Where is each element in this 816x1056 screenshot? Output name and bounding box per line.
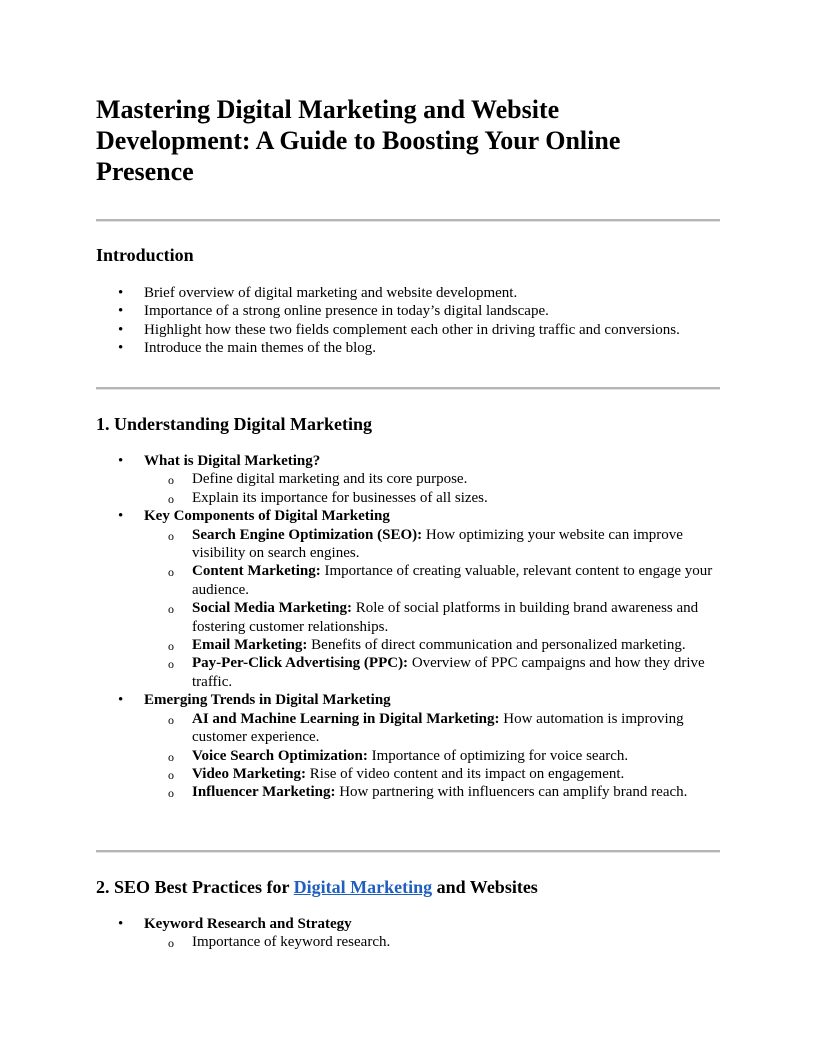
list-item	[96, 339, 720, 357]
sub-list	[144, 933, 720, 951]
divider	[96, 387, 720, 390]
sub-list	[144, 526, 720, 692]
list-item	[96, 302, 720, 320]
sub-list-item: o Email Marketing: Benefits of direct communication and personalized marketing.	[144, 636, 720, 654]
list-item-label: What is Digital Marketing?	[144, 453, 321, 469]
sub-list-item: o Pay-Per-Click Advertising (PPC): Overview of PPC campaigns and how they drive traffic.	[144, 654, 720, 691]
list-item-text: Importance of a strong online presence in today’s digital landscape.	[144, 303, 549, 320]
document-title: Mastering Digital Marketing and Website Development: A Guide to Boosting Your Online Presence	[96, 95, 621, 186]
list-item-label: Keyword Research and Strategy	[144, 916, 352, 932]
sub-list-item: o Search Engine Optimization (SEO): How optimizing your website can improve visibility on search engines.	[144, 526, 720, 563]
sub-list-item: o Content Marketing: Importance of creating valuable, relevant content to engage your audience.	[144, 562, 720, 599]
digital-marketing-link[interactable]: Digital Marketing	[293, 877, 433, 897]
intro-heading: Introduction	[96, 245, 194, 265]
section-2-list	[96, 915, 720, 952]
list-item-text: Highlight how these two fields complement each other in driving traffic and conversions.	[144, 321, 680, 338]
list-item-label: Emerging Trends in Digital Marketing	[144, 692, 391, 709]
list-item	[96, 507, 720, 691]
section-1-heading: 1. Understanding Digital Marketing	[96, 414, 373, 434]
list-item	[96, 452, 720, 507]
list-item	[96, 691, 720, 801]
sub-list	[144, 470, 720, 507]
list-item	[96, 321, 720, 339]
sub-list-item: o Explain its importance for businesses of all sizes.	[144, 489, 720, 507]
section-1-list	[96, 452, 720, 802]
list-item-label: Key Components of Digital Marketing	[144, 508, 390, 525]
sub-list-item: o Define digital marketing and its core purpose.	[144, 470, 720, 488]
divider	[96, 850, 720, 853]
sub-list-item: o Voice Search Optimization: Importance of optimizing for voice search.	[144, 747, 720, 765]
section-2-heading: 2. SEO Best Practices for Digital Marketing and Websites	[96, 877, 538, 897]
sub-list-item: o Importance of keyword research.	[144, 933, 720, 951]
sub-list-item: o Influencer Marketing: How partnering with influencers can amplify brand reach.	[144, 783, 720, 801]
list-item	[96, 284, 720, 302]
list-item-text: Brief overview of digital marketing and website development.	[144, 285, 518, 301]
sub-list-item: o Social Media Marketing: Role of social platforms in building brand awareness and fostering customer relationships.	[144, 599, 720, 636]
list-item-text: Introduce the main themes of the blog.	[144, 340, 377, 357]
sub-list-item: o Video Marketing: Rise of video content and its impact on engagement.	[144, 765, 720, 783]
list-item	[96, 915, 720, 952]
sub-list	[144, 710, 720, 802]
intro-list	[96, 284, 720, 358]
sub-list-item: o AI and Machine Learning in Digital Marketing: How automation is improving customer experience.	[144, 710, 720, 747]
divider	[96, 219, 720, 222]
